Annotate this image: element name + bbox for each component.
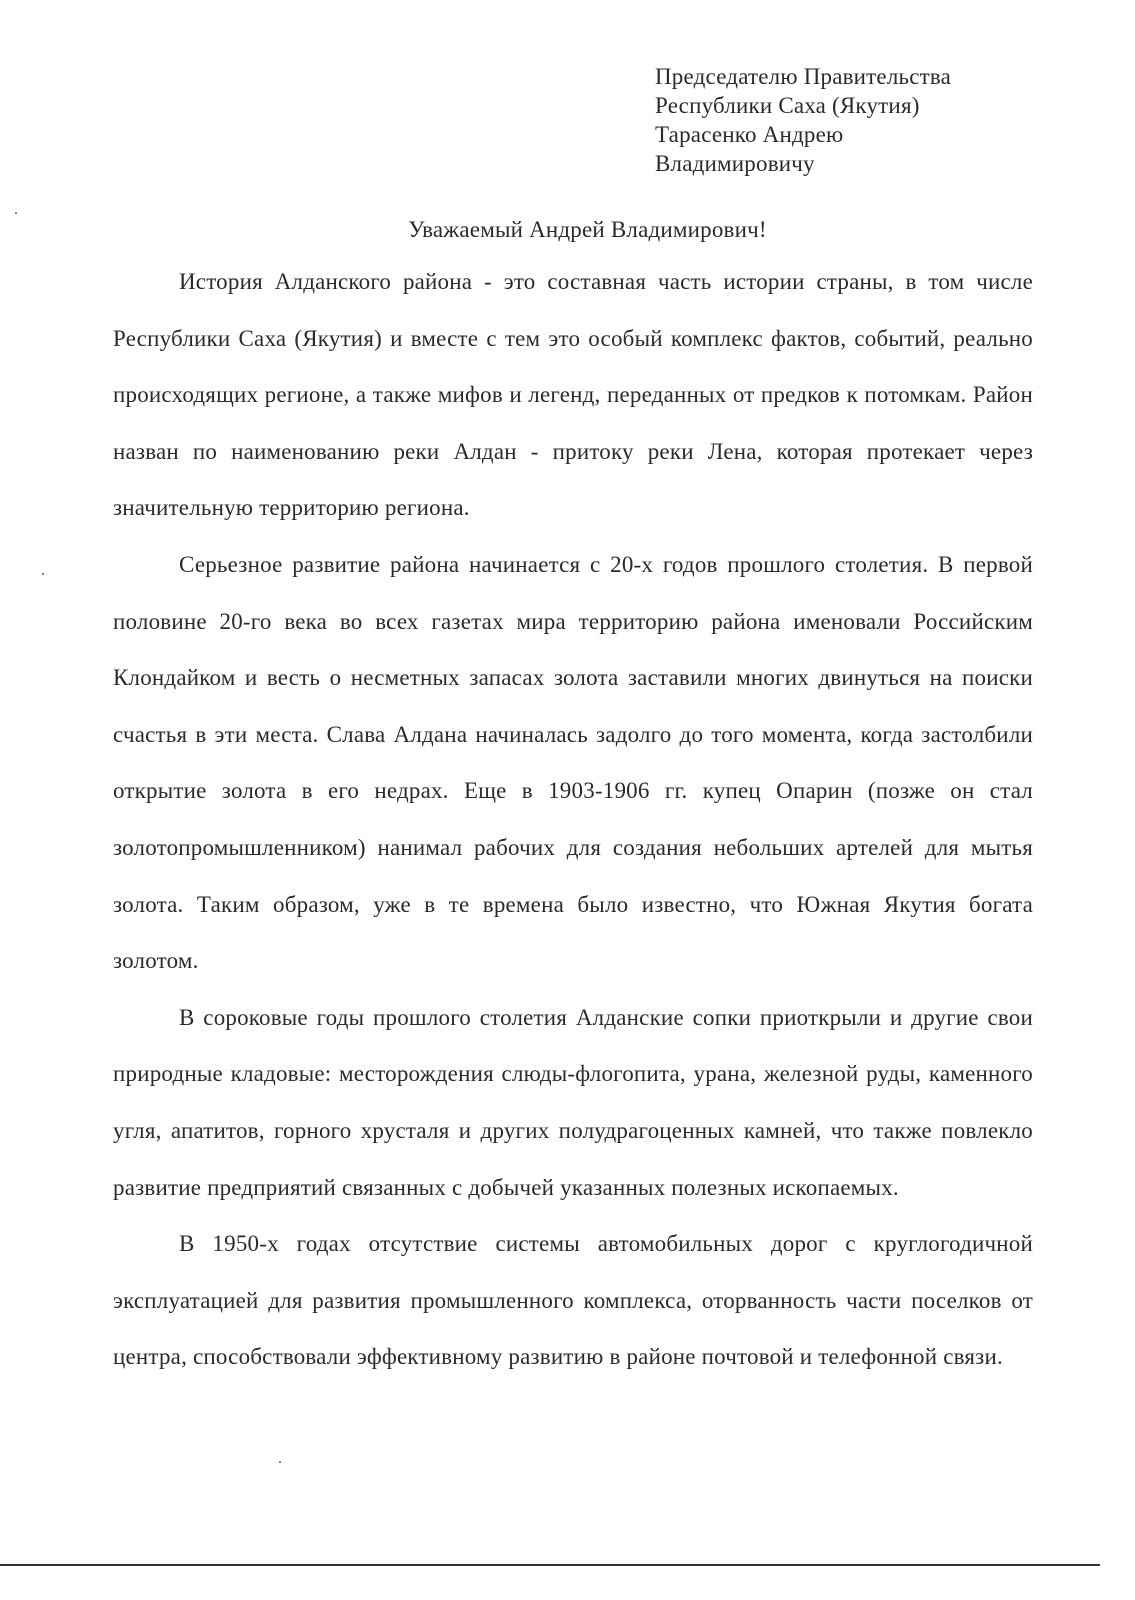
scan-speck (42, 573, 44, 575)
paragraph: В 1950-х годах отсутствие системы автомобильных дорог с круглогодичной эксплуатацией для развития промышленного комплекса, оторванность части поселков от центра, способствовали эффективному развитию в районе почтовой и телефонной связи. (113, 1231, 1033, 1370)
addressee-line: Владимировичу (655, 151, 815, 176)
paragraph: Серьезное развитие района начинается с 20-х годов прошлого столетия. В первой половине 20-го века во всех газетах мира территорию района именовали Российским Клондайком и весть о несметных запасах золота заставили многих двинуться на поиски счастья в эти места. Слава Алдана начиналась задолго до того момента, когда застолбили открытие золота в его недрах. Еще в 1903-1906 гг. купец Опарин (позже он стал золотопромышленником) нанимал рабочих для создания небольших артелей для мытья золота. Таким образом, уже в те времена было известно, что Южная Якутия богата золотом. (113, 551, 1033, 974)
addressee-block (655, 62, 1095, 178)
addressee-line: Тарасенко Андрею (655, 122, 844, 147)
paragraph: История Алданского района - это составная часть истории страны, в том числе Республики Саха (Якутия) и вместе с тем это особый комплекс фактов, событий, реально происходящих регионе, а также мифов и легенд, переданных от предков к потомкам. Район назван по наименованию реки Алдан - притоку реки Лена, которая протекает через значительную территорию региона. (113, 269, 1033, 521)
addressee-line: Председателю Правительства (655, 64, 952, 89)
salutation: Уважаемый Андрей Владимирович! (408, 217, 767, 242)
bottom-rule (0, 1564, 1100, 1566)
letter-body (113, 254, 1033, 1386)
addressee-line: Республики Саха (Якутия) (655, 93, 920, 118)
scan-speck (15, 212, 17, 214)
scan-speck (279, 1461, 281, 1463)
paragraph: В сороковые годы прошлого столетия Алданские сопки приоткрыли и другие свои природные кладовые: месторождения слюды-флогопита, урана, железной руды, каменного угля, апатитов, горного хрусталя и других полудрагоценных камней, что также повлекло развитие предприятий связанных с добычей указанных полезных ископаемых. (113, 1004, 1033, 1200)
